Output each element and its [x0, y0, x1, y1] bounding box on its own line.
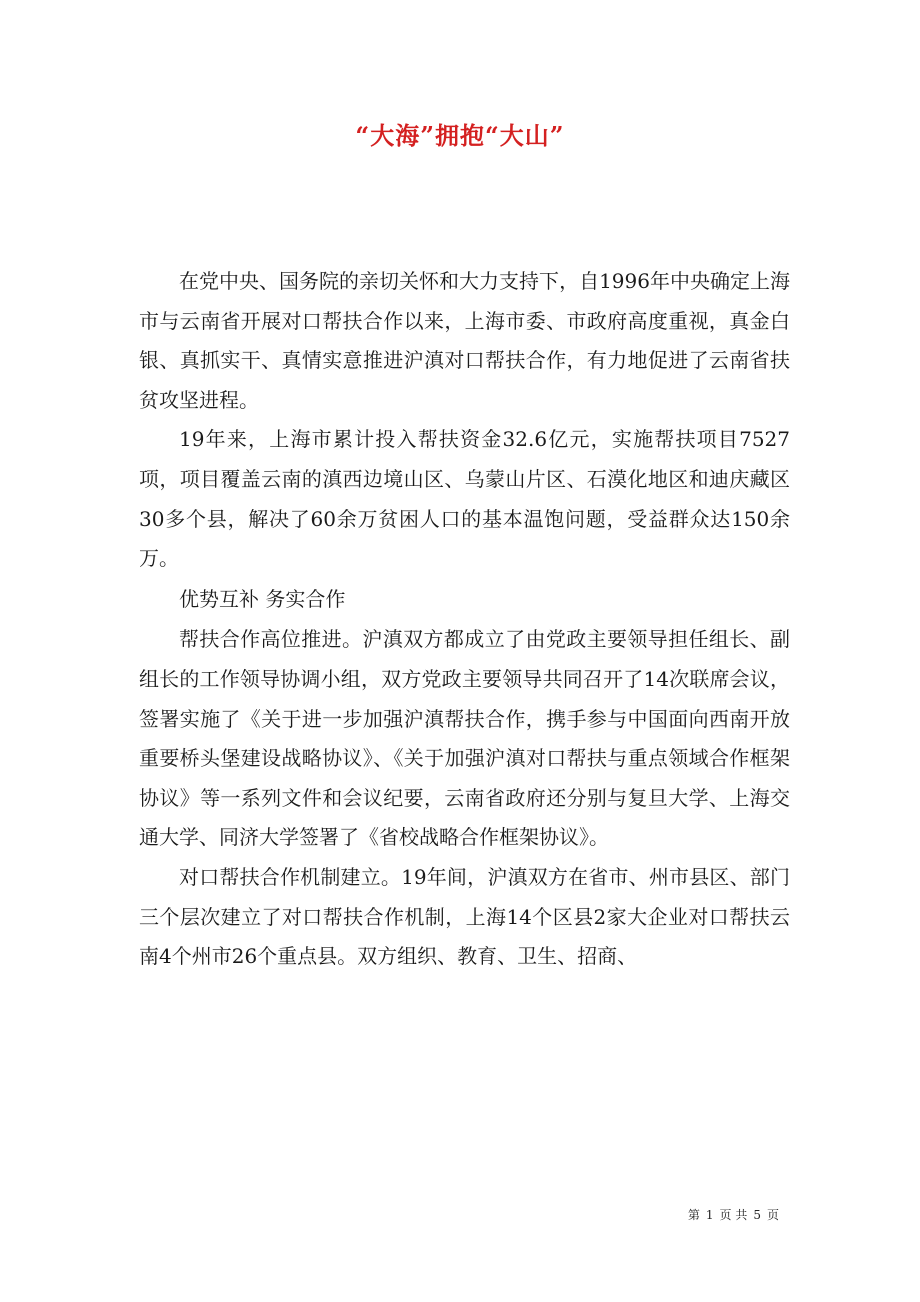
footer-suffix: 页 — [766, 1208, 779, 1222]
document-body — [139, 262, 790, 977]
paragraph: 帮扶合作高位推进。沪滇双方都成立了由党政主要领导担任组长、副组长的工作领导协调小组，双方党政主要领导共同召开了14次联席会议，签署实施了《关于进一步加强沪滇帮扶合作，携手参与中国面向西南开放重要桥头堡建设战略协议》、《关于加强沪滇对口帮扶与重点领域合作框架协议》等一系列文件和会议纪要，云南省政府还分别与复旦大学、上海交通大学、同济大学签署了《省校战略合作框架协议》。 — [139, 627, 790, 850]
footer-page-number: 1 — [705, 1208, 714, 1222]
paragraph: 对口帮扶合作机制建立。19年间，沪滇双方在省市、州市县区、部门三个层次建立了对口帮扶合作机制，上海14个区县2家大企业对口帮扶云南4个州市26个重点县。双方组织、教育、卫生、招商、 — [139, 864, 790, 969]
section-subheading: 优势互补 务实合作 — [179, 586, 346, 611]
footer-middle: 页 共 — [719, 1208, 748, 1222]
footer-prefix: 第 — [687, 1208, 700, 1222]
paragraph: 19年来，上海市累计投入帮扶资金32.6亿元，实施帮扶项目7527项，项目覆盖云南的滇西边境山区、乌蒙山片区、石漠化地区和迪庆藏区30多个县，解决了60余万贫困人口的基本温饱问题，受益群众达150余万。 — [139, 427, 790, 571]
footer-total-pages: 5 — [753, 1208, 761, 1222]
document-title: “大海”拥抱“大山” — [355, 121, 565, 150]
paragraph: 在党中央、国务院的亲切关怀和大力支持下，自1996年中央确定上海市与云南省开展对口帮扶合作以来，上海市委、市政府高度重视，真金白银、真抓实干、真情实意推进沪滇对口帮扶合作，有力地促进了云南省扶贫攻坚进程。 — [139, 269, 790, 412]
page-footer — [0, 1206, 920, 1223]
